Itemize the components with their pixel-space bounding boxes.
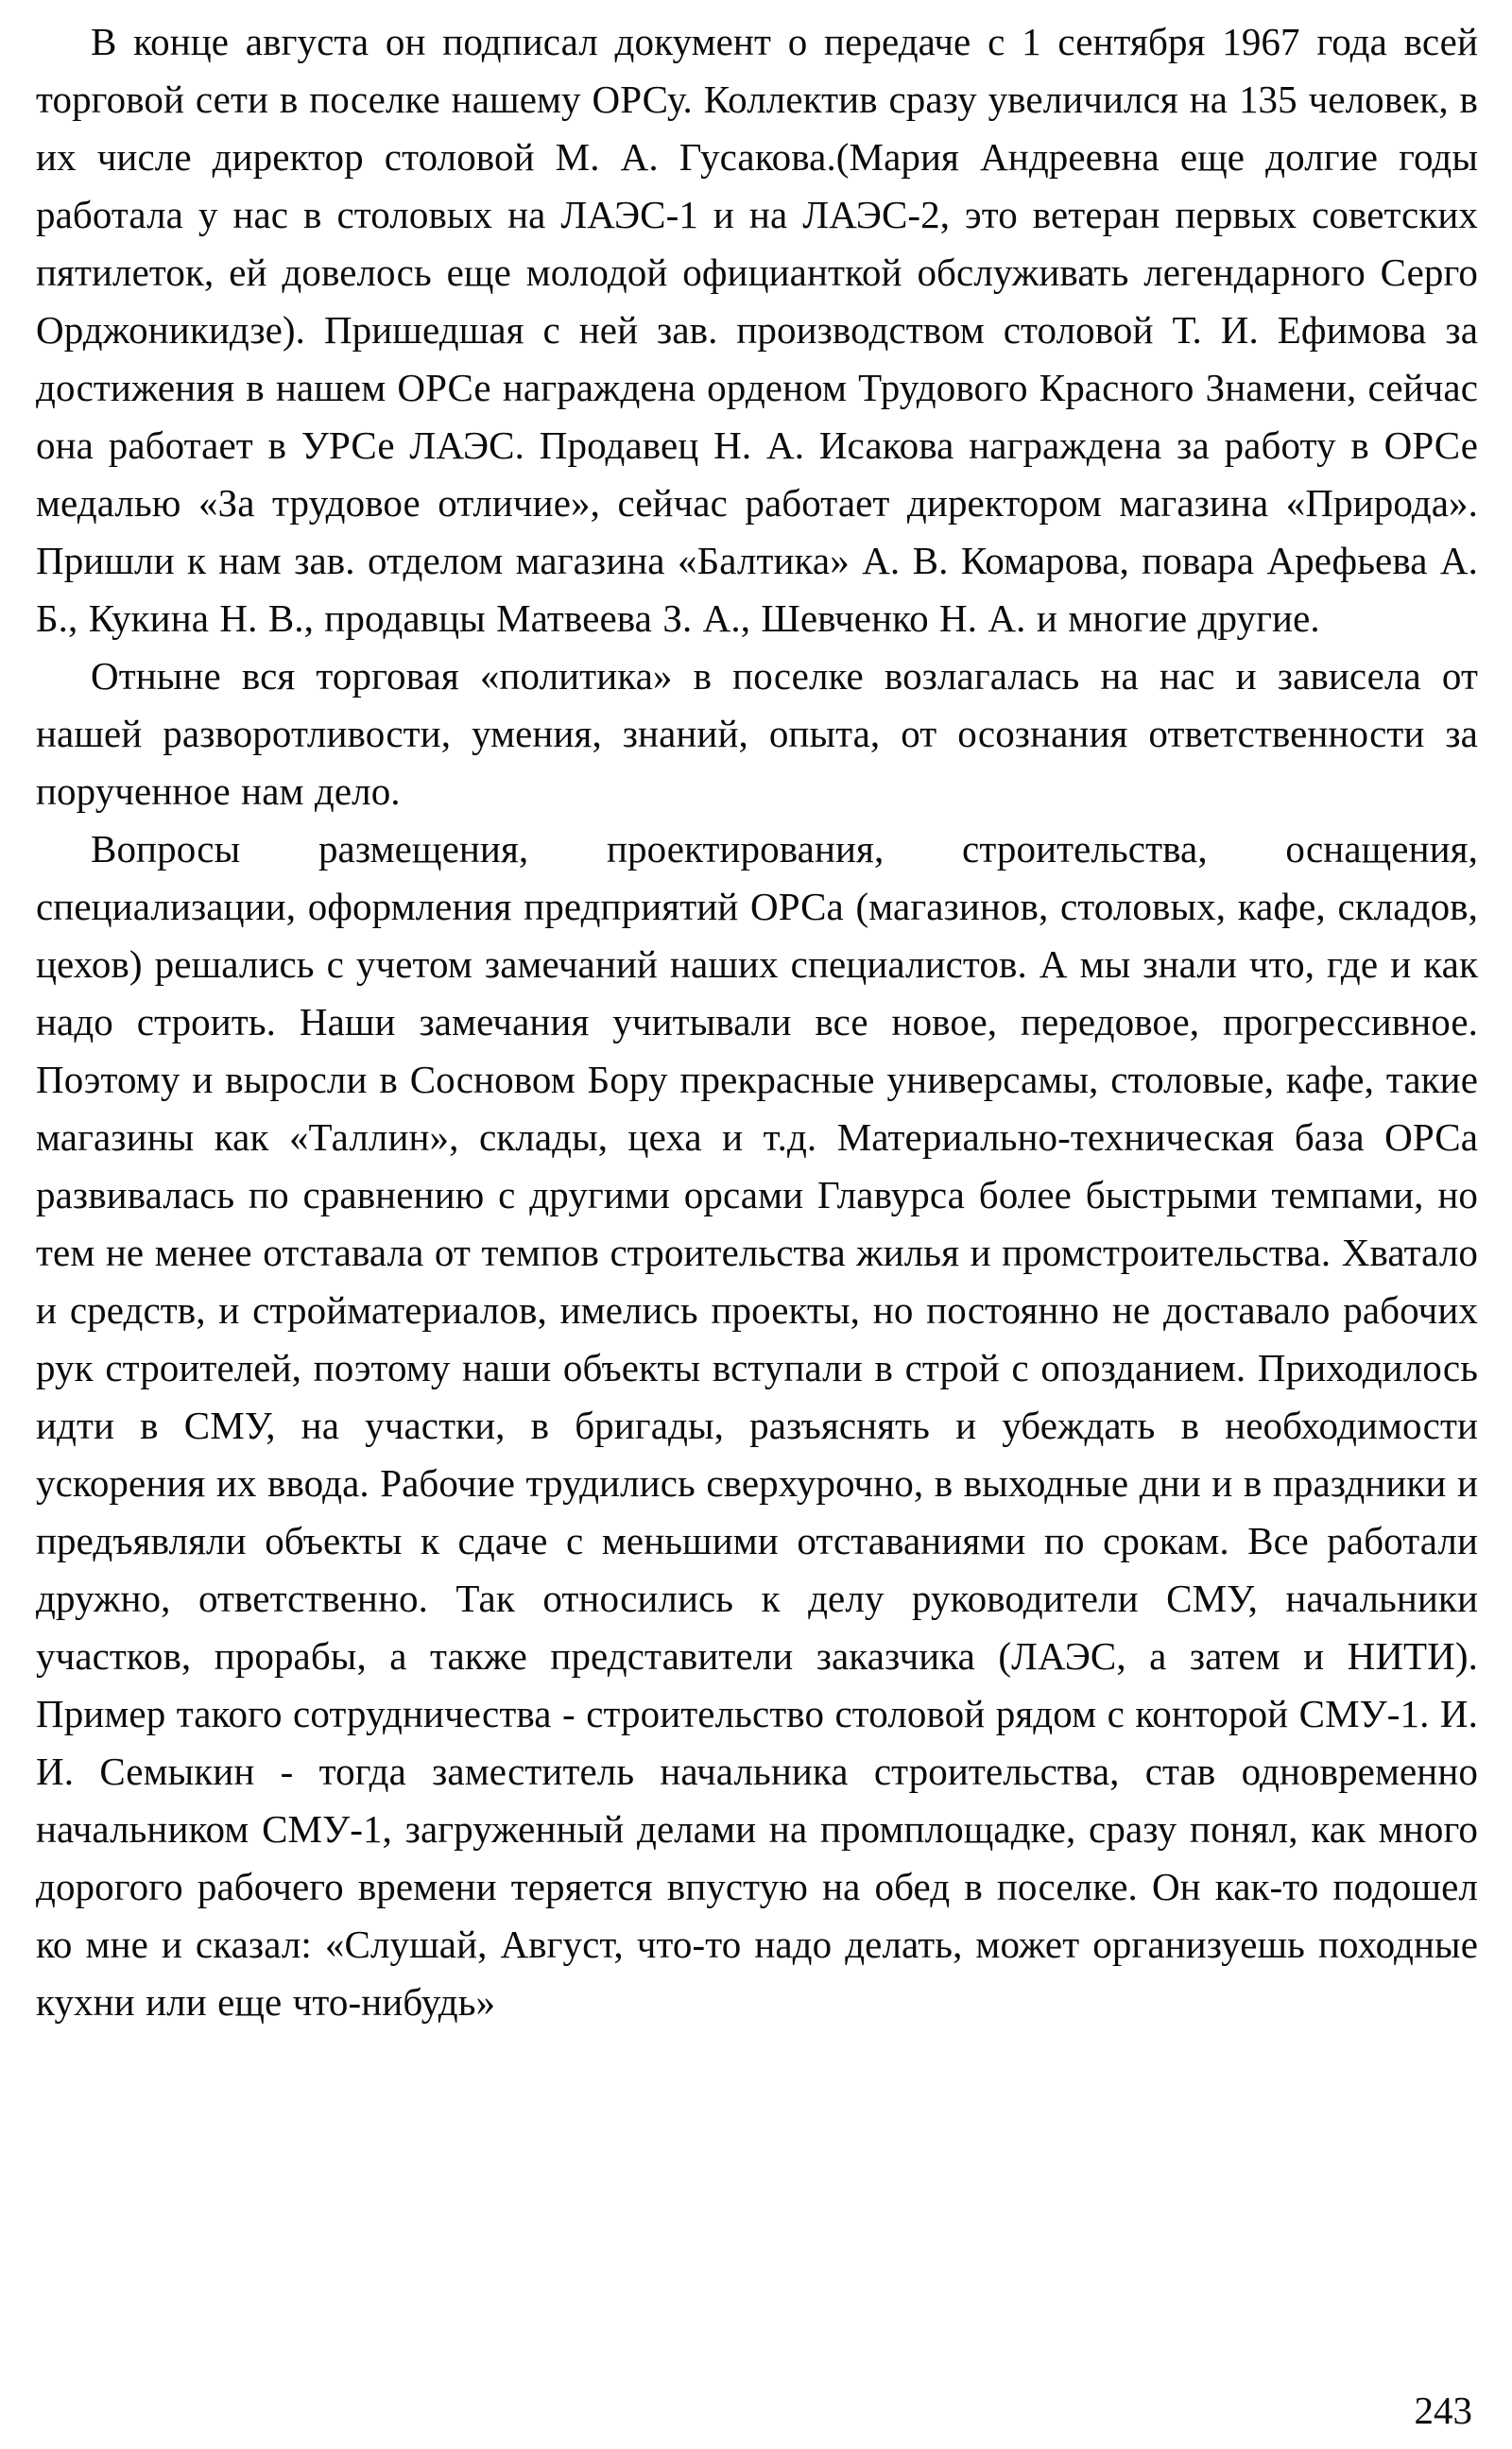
paragraph-3: Вопросы размещения, проектирования, строительства, оснащения, специализации, оформления предприятий ОРСа (магазинов, столовых, кафе, складов, цехов) решались с учетом замечаний наших специалистов. А мы знали что, где и как надо строить. Наши замечания учитывали все новое, передовое, прогрессивное. Поэтому и выросли в Сосновом Бору прекрасные универсамы, столовые, кафе, такие магазины как «Таллин», склады, цеха и т.д. Материально-техническая база ОРСа развивалась по сравнению с другими орсами Главурса более быстрыми темпами, но тем не менее отставала от темпов строительства жилья и промстроительства. Хватало и средств, и стройматериалов, имелись проекты, но постоянно не доставало рабочих рук строителей, поэтому наши объекты вступали в строй с опозданием. Приходилось идти в СМУ, на участки, в бригады, разъяснять и убеждать в необходимости ускорения их ввода. Рабочие трудились сверхурочно, в выходные дни и в праздники и предъявляли объекты к сдаче с меньшими отставаниями по срокам. Все работали дружно, ответственно. Так относились к делу руководители СМУ, начальники участков, прорабы, а также представители заказчика (ЛАЭС, а затем и НИТИ). Пример такого сотрудничества - строительство столовой рядом с конторой СМУ-1. И. И. Семыкин - тогда заместитель начальника строительства, став одновременно начальником СМУ-1, загруженный делами на промплощадке, сразу понял, как много дорогого рабочего времени теряется впустую на обед в поселке. Он как-то подошел ко мне и сказал: «Слушай, Август, что-то надо делать, может организуешь походные кухни или еще что-нибудь»	[36, 827, 1478, 2024]
page-number: 243	[1414, 2389, 1472, 2432]
paragraph-1: В конце августа он подписал документ о передаче с 1 сентября 1967 года всей торговой сети в поселке нашему ОРСу. Коллектив сразу увеличился на 135 человек, в их числе директор столовой М. А. Гусакова.(Мария Андреевна еще долгие годы работала у нас в столовых на ЛАЭС-1 и на ЛАЭС-2, это ветеран первых советских пятилеток, ей довелось еще молодой официанткой обслуживать легендарного Серго Орджоникидзе). Пришедшая с ней зав. производством столовой Т. И. Ефимова за достижения в нашем ОРСе награждена орденом Трудового Красного Знамени, сейчас она работает в УРСе ЛАЭС. Продавец Н. А. Исакова награждена за работу в ОРСе медалью «За трудовое отличие», сейчас работает директором магазина «Природа». Пришли к нам зав. отделом магазина «Балтика» А. В. Комарова, повара Арефьева А. Б., Кукина Н. В., продавцы Матвеева З. А., Шевченко Н. А. и многие другие.	[36, 20, 1478, 640]
paragraph-2: Отныне вся торговая «политика» в поселке возлагалась на нас и зависела от нашей разворотливости, умения, знаний, опыта, от осознания ответственности за порученное нам дело.	[36, 654, 1478, 813]
page-text-block	[36, 13, 1478, 2031]
